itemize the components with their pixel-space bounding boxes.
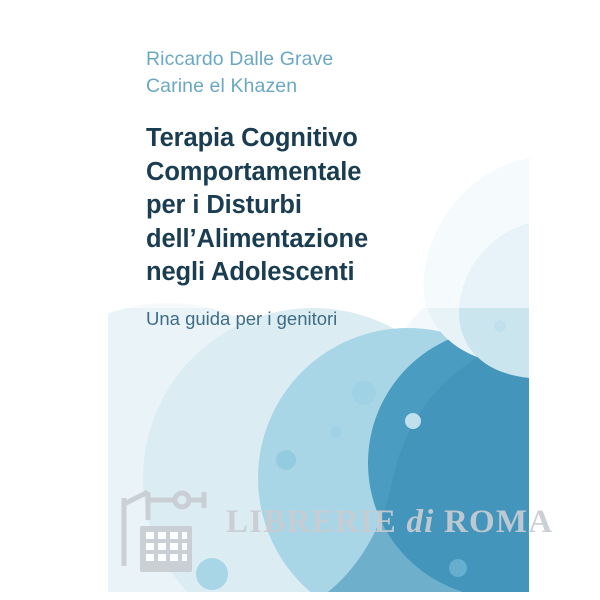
watermark-logo <box>118 478 554 574</box>
brand-last: ROMA <box>443 504 554 540</box>
book-subtitle: Una guida per i genitori <box>146 307 338 329</box>
book-title <box>146 122 496 290</box>
watermark-brand-text <box>226 504 553 541</box>
author-1: Riccardo Dalle Grave <box>146 48 334 70</box>
title-line-3: per i Disturbi <box>146 191 302 219</box>
title-line-5: negli Adolescenti <box>146 258 355 286</box>
author-2: Carine el Khazen <box>146 75 298 97</box>
cover-text-block <box>146 46 496 331</box>
brand-first: LIBRERIE <box>226 504 397 540</box>
brand-middle: di <box>406 504 435 540</box>
title-line-1: Terapia Cognitivo <box>146 124 358 152</box>
title-line-4: dell’Alimentazione <box>146 224 369 253</box>
bookshop-building-icon <box>118 480 214 572</box>
author-list <box>146 46 496 100</box>
title-line-2: Comportamentale <box>146 157 362 186</box>
